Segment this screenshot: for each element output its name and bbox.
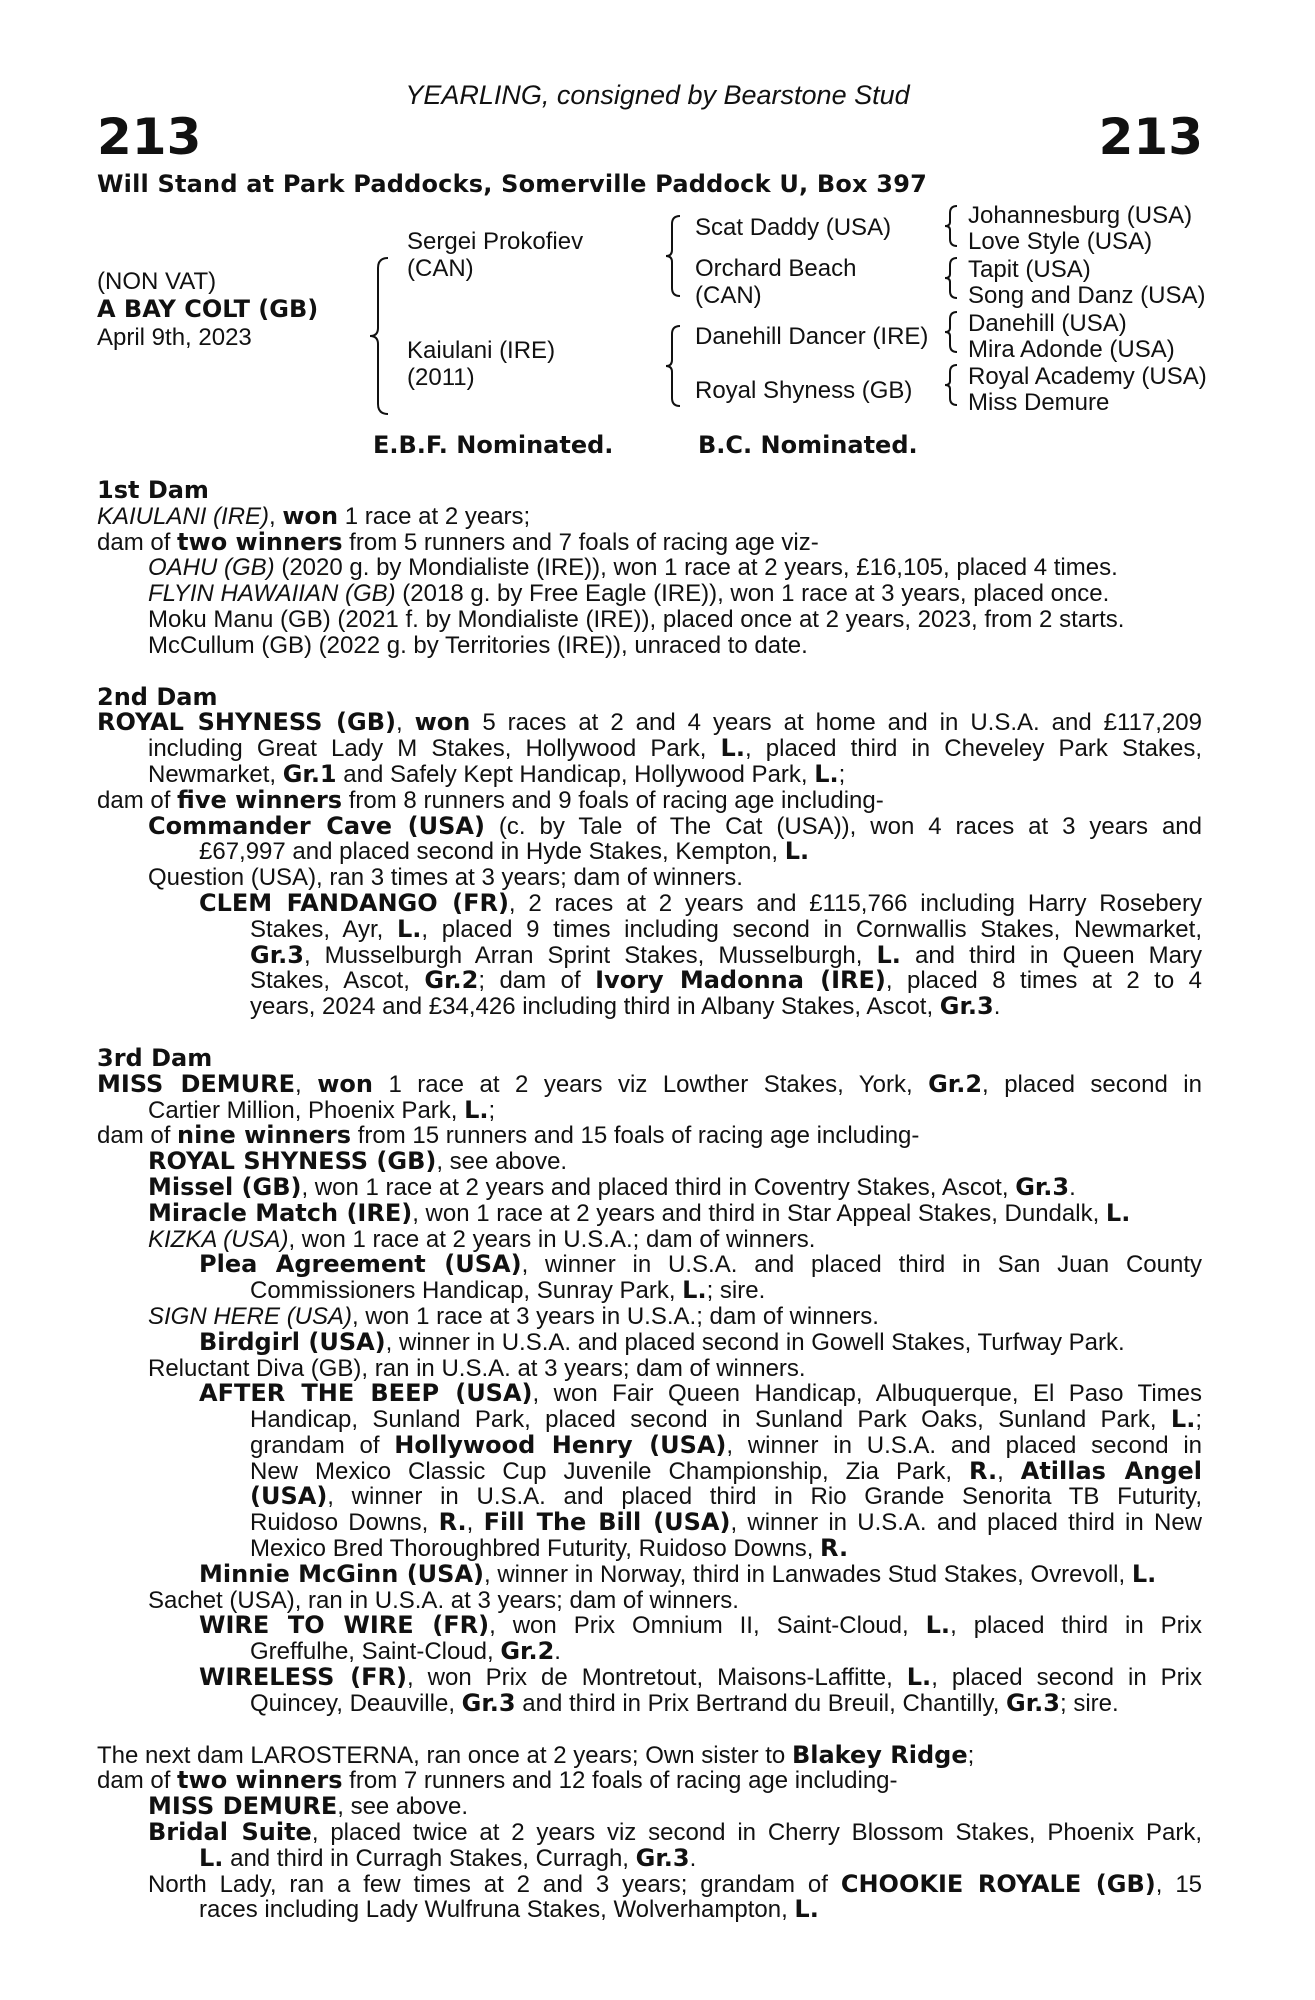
text: , won 1 race at 2 years in U.S.A.; dam of winners. <box>288 1225 816 1253</box>
text: dam of <box>97 786 178 814</box>
text: , won Fair Queen Handicap, Albuquerque, El Paso Times <box>532 1380 1202 1408</box>
text: Stakes, Ascot, <box>250 967 425 995</box>
grade-text: L. <box>925 1611 951 1640</box>
produce-line <box>97 1688 1202 1717</box>
text: , <box>395 709 415 737</box>
produce-line: Question (USA), ran 3 times at 3 years; dam of winners. <box>148 864 743 892</box>
text: from 15 runners and 15 foals of racing age including- <box>351 1122 920 1150</box>
produce-name: Missel (GB) <box>148 1172 302 1201</box>
stand-location: Will Stand at Park Paddocks, Somerville Paddock U, Box 397 <box>97 170 927 198</box>
grade-text: L. <box>1170 1405 1196 1434</box>
sire-sire-sire: Johannesburg (USA) <box>968 202 1193 229</box>
text: , winner in Norway, third in Lanwades Stud Stakes, Ovrevoll, <box>484 1560 1132 1588</box>
produce-line <box>97 1456 1203 1485</box>
dam-sire-dam: Mira Adonde (USA) <box>968 336 1175 363</box>
text: , placed 9 times including second in Cornwallis Stakes, Newmarket, <box>421 915 1202 943</box>
text: , placed second in Prix <box>931 1664 1203 1692</box>
text: and third in Queen Mary <box>900 941 1203 969</box>
won-text: won <box>414 708 471 737</box>
text: ; <box>1195 1406 1202 1434</box>
text: Quincey, Deauville, <box>250 1689 462 1717</box>
grade-text: Gr.3 <box>250 940 304 969</box>
winners-count: two winners <box>177 1766 343 1795</box>
text: including Great Lady M Stakes, Hollywood Park, <box>148 735 721 763</box>
next-dam-line <box>97 1768 1202 1794</box>
grade-text: L. <box>784 837 810 866</box>
produce-line <box>97 1407 1202 1433</box>
second-dam-line <box>97 736 1202 762</box>
grade-text: Gr.3 <box>939 992 994 1021</box>
text: ; <box>967 1741 975 1769</box>
text: ; <box>488 1096 496 1124</box>
text: Commissioners Handicap, Sunray Park, <box>250 1277 683 1305</box>
text: , <box>997 1457 1021 1485</box>
produce-name: CLEM FANDANGO (FR) <box>199 888 509 917</box>
produce-line <box>97 1278 1202 1304</box>
first-dam-line <box>97 501 1202 530</box>
produce-name: FLYIN HAWAIIAN (GB) <box>148 580 396 608</box>
produce-line <box>97 1252 1202 1278</box>
dam-name-text: KAIULANI (IRE) <box>97 502 270 530</box>
produce-name: Fill The Bill (USA) <box>483 1508 731 1537</box>
text: , won 1 race at 3 years in U.S.A.; dam of winners. <box>352 1302 879 1330</box>
text: (2018 g. by Free Eagle (IRE)), won 1 race at 3 years, placed once. <box>395 580 1110 608</box>
produce-line <box>97 1172 1202 1201</box>
dam-name-text: MISS DEMURE <box>97 1069 296 1098</box>
consignor-line: YEARLING, consigned by Bearstone Stud <box>405 80 910 110</box>
produce-line <box>97 1327 1202 1356</box>
produce-line: Moku Manu (GB) (2021 f. by Mondialiste (IRE)), placed once at 2 years, 2023, from 2 starts. <box>148 605 1125 633</box>
ebf-nomination: E.B.F. Nominated. <box>373 431 614 459</box>
produce-line <box>97 1820 1202 1846</box>
dam-name <box>407 337 555 391</box>
text: . <box>993 993 1001 1021</box>
text: dam of <box>97 528 178 556</box>
text: dam of <box>97 1122 178 1150</box>
grade-text: L. <box>814 759 839 788</box>
third-dam-line <box>97 1069 1202 1098</box>
text: , Musselburgh Arran Sprint Stakes, Musselburgh, <box>303 941 877 969</box>
produce-name: Minnie McGinn (USA) <box>199 1559 484 1588</box>
text: , winner in U.S.A. and placed third in New <box>730 1509 1203 1537</box>
text: . <box>1069 1173 1076 1201</box>
produce-line <box>97 1843 1202 1872</box>
dam-sire-sire: Danehill (USA) <box>968 310 1127 337</box>
text: , placed twice at 2 years viz second in Cherry Blossom Stakes, Phoenix Park, <box>311 1819 1202 1847</box>
grade-text: L. <box>720 734 745 763</box>
produce-name: Miracle Match (IRE) <box>148 1198 413 1227</box>
produce-name: Commander Cave (USA) <box>148 811 485 840</box>
dam-sire: Danehill Dancer (IRE) <box>695 323 929 350</box>
grade-text: R. <box>820 1534 849 1563</box>
produce-name: Plea Agreement (USA) <box>199 1250 522 1279</box>
grade-text: L. <box>1105 1198 1131 1227</box>
text: , see above. <box>436 1148 568 1176</box>
grade-text: L. <box>1131 1559 1157 1588</box>
produce-name: OAHU (GB) <box>148 554 275 582</box>
text: Stakes, Ayr, <box>250 915 397 943</box>
produce-line <box>97 994 1202 1020</box>
produce-line <box>97 1613 1202 1639</box>
text: races including Lady Wulfruna Stakes, Wolverhampton, <box>199 1896 795 1924</box>
second-dam-heading: 2nd Dam <box>97 682 218 711</box>
text: , see above. <box>337 1793 468 1821</box>
third-dam-line <box>97 1095 1202 1124</box>
produce-line <box>97 1665 1202 1691</box>
produce-line <box>97 1484 1202 1510</box>
third-dam-line <box>97 1123 1202 1149</box>
produce-line <box>97 1794 1202 1820</box>
produce-name: CHOOKIE ROYALE (GB) <box>840 1869 1156 1898</box>
produce-line <box>97 1304 1202 1330</box>
sire-sire-dam: Love Style (USA) <box>968 228 1153 255</box>
text: , <box>295 1070 318 1098</box>
produce-line <box>97 888 1202 917</box>
text: , winner in U.S.A. and placed third in Rio Grande Senorita TB Futurity, <box>327 1483 1202 1511</box>
produce-line: McCullum (GB) (2022 g. by Territories (IRE)), unraced to date. <box>148 631 808 659</box>
horse-name: A BAY COLT (GB) <box>97 295 319 323</box>
sire-line-1: Sergei Prokofiev <box>407 228 584 255</box>
produce-name: Bridal Suite <box>148 1818 312 1847</box>
produce-line <box>97 1381 1202 1407</box>
sire-dam <box>695 255 856 309</box>
second-dam-line <box>97 759 1202 788</box>
first-dam-heading: 1st Dam <box>97 476 209 504</box>
text: , winner in U.S.A. and placed third in San Juan County <box>521 1251 1202 1279</box>
text: Ruidoso Downs, <box>250 1509 439 1537</box>
text: 1 race at 2 years; <box>338 502 531 530</box>
text: , placed third in Prix <box>950 1612 1202 1640</box>
produce-name: AFTER THE BEEP (USA) <box>199 1379 533 1408</box>
produce-line <box>97 1897 1202 1923</box>
produce-line <box>97 1510 1202 1536</box>
produce-name: KIZKA (USA) <box>148 1225 289 1253</box>
produce-line <box>97 968 1202 994</box>
sire-dam-line-1: Orchard Beach <box>695 255 857 282</box>
text: ; sire. <box>1059 1689 1119 1717</box>
text: , won Prix de Montretout, Maisons-Laffitte, <box>406 1664 907 1692</box>
sire-line-2: (CAN) <box>407 255 474 282</box>
grade-text: Gr.2 <box>500 1637 555 1666</box>
grade-text: Gr.1 <box>282 759 337 788</box>
grade-text: Gr.2 <box>424 966 479 995</box>
text: Greffulhe, Saint-Cloud, <box>250 1638 501 1666</box>
produce-line <box>97 555 1202 581</box>
grade-text: L. <box>682 1276 707 1305</box>
produce-line <box>97 1227 1202 1253</box>
produce-line <box>97 1869 1203 1898</box>
text: and third in Prix Bertrand du Breuil, Chantilly, <box>515 1689 1007 1717</box>
text: from 8 runners and 9 foals of racing age including- <box>342 786 884 814</box>
text: , winner in U.S.A. and placed second in Gowell Stakes, Turfway Park. <box>385 1328 1125 1356</box>
produce-line: Reluctant Diva (GB), ran in U.S.A. at 3 years; dam of winners. <box>148 1354 806 1382</box>
text: Mexico Bred Thoroughbred Futurity, Ruidoso Downs, <box>250 1535 821 1563</box>
text: The next dam LAROSTERNA, ran once at 2 years; Own sister to <box>97 1741 792 1769</box>
produce-line <box>97 1149 1202 1175</box>
produce-line <box>97 581 1202 607</box>
spacer <box>97 659 1202 685</box>
text: (2020 g. by Mondialiste (IRE)), won 1 race at 2 years, £16,105, placed 4 times. <box>274 554 1118 582</box>
text: years, 2024 and £34,426 including third in Albany Stakes, Ascot, <box>250 993 940 1021</box>
produce-line <box>97 1559 1202 1588</box>
sire-dam-sire: Tapit (USA) <box>968 256 1091 283</box>
text: , <box>269 502 283 530</box>
winners-count: two winners <box>177 527 343 556</box>
text: Newmarket, <box>148 760 283 788</box>
text: grandam of <box>250 1431 395 1459</box>
bc-nomination: B.C. Nominated. <box>698 431 918 459</box>
sire-dam-dam: Song and Danz (USA) <box>968 282 1206 309</box>
produce-line <box>97 940 1203 969</box>
text: , placed second in <box>982 1070 1202 1098</box>
second-dam-line <box>97 785 1202 814</box>
grade-text: R. <box>438 1508 467 1537</box>
next-dam-line <box>97 1740 1202 1769</box>
grade-text: Gr.2 <box>928 1069 983 1098</box>
grade-text: Gr.3 <box>1006 1688 1060 1717</box>
grade-text: R. <box>969 1456 998 1485</box>
grade-text: L. <box>396 914 422 943</box>
produce-name: SIGN HERE (USA) <box>148 1302 353 1330</box>
grade-text: L. <box>199 1843 224 1872</box>
text: , 15 <box>1155 1870 1203 1898</box>
spacer <box>97 1020 1202 1046</box>
produce-name: Birdgirl (USA) <box>199 1327 386 1356</box>
grade-text: L. <box>794 1895 819 1924</box>
text: from 7 runners and 12 foals of racing age including- <box>342 1767 898 1795</box>
produce-name: MISS DEMURE <box>148 1792 338 1821</box>
text: ; dam of <box>478 967 596 995</box>
text: dam of <box>97 1767 178 1795</box>
second-dam-line <box>97 710 1202 736</box>
vat-status: (NON VAT) <box>97 268 217 295</box>
text: 5 races at 2 and 4 years at home and in U.S.A. and £117,209 <box>470 709 1203 737</box>
text: , won 1 race at 2 years and placed third in Coventry Stakes, Ascot, <box>301 1173 1016 1201</box>
spacer <box>97 1717 1202 1743</box>
dam-line-2: (2011) <box>407 364 475 391</box>
grade-text: Gr.3 <box>1015 1172 1070 1201</box>
text: (c. by Tale of The Cat (USA)), won 4 races at 3 years and <box>484 812 1203 840</box>
produce-line <box>97 1536 1202 1562</box>
won-text: won <box>317 1069 373 1098</box>
produce-name: Ivory Madonna (IRE) <box>595 966 886 995</box>
text: £67,997 and placed second in Hyde Stakes, Kempton, <box>199 838 785 866</box>
produce-line <box>97 914 1202 943</box>
produce-line <box>97 811 1203 840</box>
grade-text: L. <box>906 1663 932 1692</box>
first-dam-line <box>97 527 1202 556</box>
produce-line <box>97 1639 1202 1665</box>
text: , placed third in Cheveley Park Stakes, <box>744 735 1202 763</box>
produce-name: WIRE TO WIRE (FR) <box>199 1611 490 1640</box>
text: 1 race at 2 years viz Lowther Stakes, York, <box>372 1070 929 1098</box>
text: New Mexico Classic Cup Juvenile Championship, Zia Park, <box>250 1457 970 1485</box>
text: Handicap, Sunland Park, placed second in Sunland Park Oaks, Sunland Park, <box>250 1406 1171 1434</box>
produce-line <box>97 1198 1202 1227</box>
lot-number-right: 213 <box>1098 108 1203 166</box>
text: . <box>554 1638 561 1666</box>
produce-name: ROYAL SHYNESS (GB) <box>148 1147 437 1176</box>
dam-name-text: ROYAL SHYNESS (GB) <box>97 708 396 737</box>
winners-count: nine winners <box>177 1121 352 1150</box>
produce-name: Hollywood Henry (USA) <box>394 1430 727 1459</box>
produce-line <box>97 1430 1202 1459</box>
winners-count: five winners <box>177 785 343 814</box>
sire-dam-line-2: (CAN) <box>695 282 762 309</box>
text: , winner in U.S.A. and placed second in <box>726 1431 1202 1459</box>
produce-name: WIRELESS (FR) <box>199 1663 407 1692</box>
produce-name: Blakey Ridge <box>791 1740 968 1769</box>
text: , 2 races at 2 years and £115,766 including Harry Rosebery <box>508 889 1202 917</box>
text: . <box>689 1844 697 1872</box>
dam-line-1: Kaiulani (IRE) <box>407 337 556 364</box>
grade-text: L. <box>876 940 901 969</box>
foaling-date: April 9th, 2023 <box>97 324 252 351</box>
text: , <box>466 1509 484 1537</box>
produce-line: Sachet (USA), ran in U.S.A. at 3 years; dam of winners. <box>148 1586 739 1614</box>
text: , won 1 race at 2 years and third in Star Appeal Stakes, Dundalk, <box>412 1199 1106 1227</box>
produce-line <box>97 839 1202 865</box>
text: , won Prix Omnium II, Saint-Cloud, <box>489 1612 926 1640</box>
text: and Safely Kept Handicap, Hollywood Park, <box>336 760 815 788</box>
text: from 5 runners and 7 foals of racing age viz- <box>342 528 819 556</box>
text: ; sire. <box>706 1277 766 1305</box>
text: North Lady, ran a few times at 2 and 3 years; grandam of <box>148 1870 841 1898</box>
third-dam-heading: 3rd Dam <box>97 1043 213 1072</box>
lot-number-left: 213 <box>97 108 202 166</box>
dam-dam-sire: Royal Academy (USA) <box>968 363 1207 390</box>
sire-name <box>407 228 583 282</box>
grade-text: L. <box>464 1095 489 1124</box>
produce-name: Atillas Angel <box>1020 1456 1203 1485</box>
dam-dam-dam: Miss Demure <box>968 389 1110 416</box>
dam-dam: Royal Shyness (GB) <box>695 377 913 404</box>
grade-text: Gr.3 <box>635 1843 690 1872</box>
text: , placed 8 times at 2 to 4 <box>885 967 1203 995</box>
text: and third in Curragh Stakes, Curragh, <box>223 1844 636 1872</box>
text: Cartier Million, Phoenix Park, <box>148 1096 465 1124</box>
won-text: won <box>282 501 339 530</box>
produce-name: (USA) <box>250 1482 328 1511</box>
text: ; <box>838 760 846 788</box>
sire-sire: Scat Daddy (USA) <box>695 214 892 241</box>
grade-text: Gr.3 <box>461 1688 516 1717</box>
pedigree-notes <box>97 478 1202 1923</box>
